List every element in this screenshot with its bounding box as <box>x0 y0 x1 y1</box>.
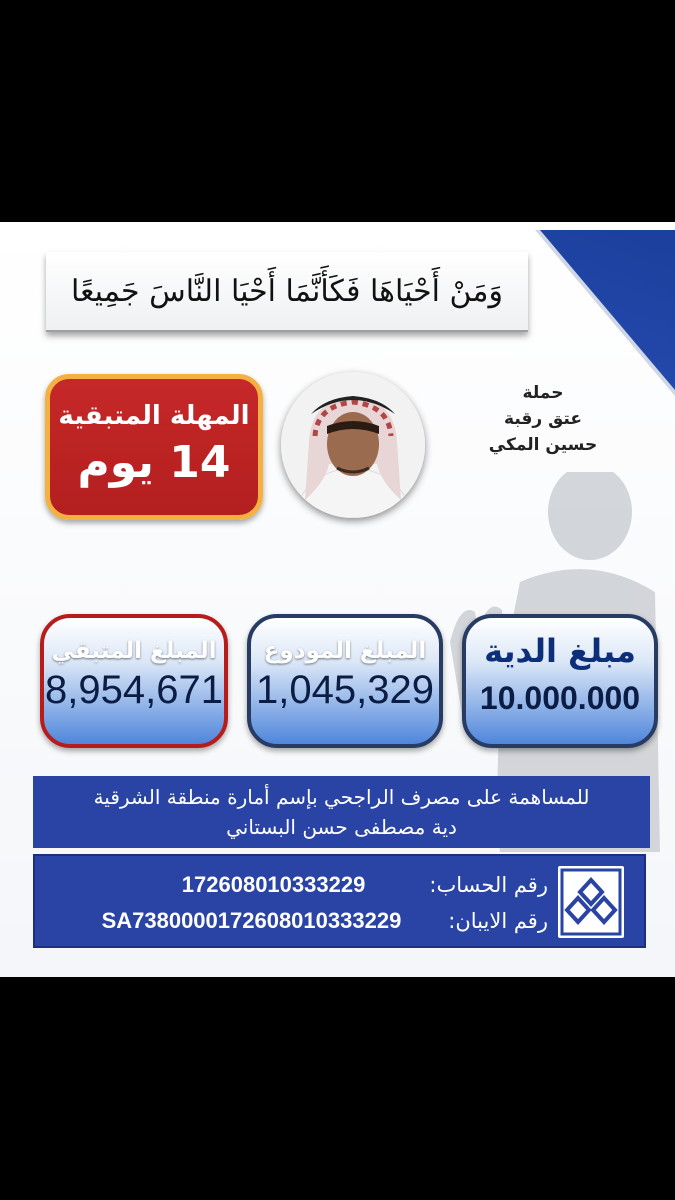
diya-amount-value: 10.000.000 <box>479 680 641 716</box>
corner-decoration <box>540 230 675 390</box>
bank-logo-icon <box>558 866 624 938</box>
campaign-line-3: حسين المكي <box>488 435 598 455</box>
remaining-amount-label: المبلغ المتبقي <box>51 638 217 664</box>
account-number-row <box>182 872 548 898</box>
campaign-line-2: عتق رقبة <box>504 409 582 429</box>
iban-label: رقم الايبان: <box>448 909 548 933</box>
remaining-amount-box <box>40 614 228 748</box>
verse-text: وَمَنْ أَحْيَاهَا فَكَأَنَّمَا أَحْيَا النَّاسَ جَمِيعًا <box>71 273 503 309</box>
portrait-photo <box>281 372 425 518</box>
deposited-amount-box <box>247 614 443 748</box>
campaign-line-1: حملة <box>522 383 564 403</box>
diya-amount-label: مبلغ الدية <box>484 632 636 670</box>
diya-amount-box <box>462 614 658 748</box>
campaign-poster <box>0 222 675 977</box>
account-number-value[interactable]: 172608010333229 <box>181 872 366 897</box>
campaign-title <box>473 380 613 458</box>
deadline-label: المهلة المتبقية <box>58 401 250 431</box>
remaining-deadline-box <box>45 374 263 520</box>
contribution-notice <box>33 776 650 848</box>
contribution-line-2: دية مصطفى حسن البستاني <box>226 815 457 839</box>
verse-banner <box>46 252 528 332</box>
person-portrait-icon <box>281 372 425 518</box>
iban-row <box>102 908 548 934</box>
account-number-label: رقم الحساب: <box>429 873 548 897</box>
deadline-value: 14 يوم <box>77 437 231 488</box>
contribution-line-1: للمساهمة على مصرف الراجحي بإسم أمارة منطقة الشرقية <box>93 785 590 809</box>
bank-details-panel <box>33 854 646 948</box>
deposited-amount-value: 1,045,329 <box>256 668 434 712</box>
iban-value[interactable]: SA7380000172608010333229 <box>101 908 402 933</box>
bank-logo <box>558 866 624 938</box>
deposited-amount-label: المبلغ المودوع <box>263 638 427 664</box>
remaining-amount-value: 8,954,671 <box>45 668 223 712</box>
